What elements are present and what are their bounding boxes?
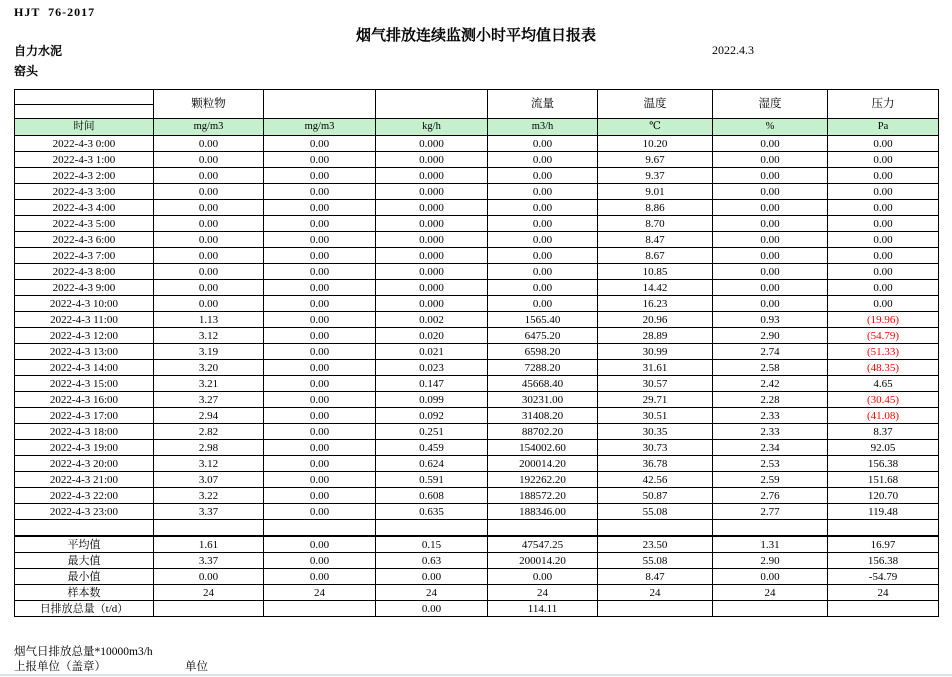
- value-cell: 0.000: [376, 232, 488, 248]
- value-cell: 0.00: [828, 248, 939, 264]
- value-cell: (19.96): [828, 312, 939, 328]
- value-cell: 0.000: [376, 184, 488, 200]
- value-cell: 2.59: [713, 472, 828, 488]
- time-cell: 2022-4-3 15:00: [15, 376, 154, 392]
- value-cell: 3.37: [154, 504, 264, 520]
- time-cell: 2022-4-3 17:00: [15, 408, 154, 424]
- value-cell: 0.00: [264, 152, 376, 168]
- station-name: 窑头: [14, 64, 39, 78]
- value-cell: 1565.40: [488, 312, 598, 328]
- value-cell: 24: [488, 585, 598, 601]
- value-cell: 0.023: [376, 360, 488, 376]
- value-cell: 0.459: [376, 440, 488, 456]
- value-cell: 114.11: [488, 601, 598, 617]
- value-cell: 0.00: [154, 152, 264, 168]
- value-cell: 0.15: [376, 536, 488, 553]
- value-cell: 8.47: [598, 569, 713, 585]
- table-row: [15, 248, 939, 264]
- summary-label-cell: 样本数: [15, 585, 154, 601]
- spacer-row: [15, 520, 939, 537]
- value-cell: 3.22: [154, 488, 264, 504]
- value-cell: 192262.20: [488, 472, 598, 488]
- unit-header-row: [15, 119, 939, 136]
- value-cell: 31408.20: [488, 408, 598, 424]
- value-cell: 流量: [488, 90, 598, 119]
- value-cell: [154, 520, 264, 537]
- value-cell: 0.00: [488, 248, 598, 264]
- table-row: [15, 216, 939, 232]
- table-row: [15, 344, 939, 360]
- time-cell: 2022-4-3 8:00: [15, 264, 154, 280]
- value-cell: 2.53: [713, 456, 828, 472]
- value-cell: 8.47: [598, 232, 713, 248]
- value-cell: 0.00: [488, 264, 598, 280]
- table-row: [15, 328, 939, 344]
- value-cell: (54.79): [828, 328, 939, 344]
- value-cell: 0.00: [264, 296, 376, 312]
- value-cell: (51.33): [828, 344, 939, 360]
- value-cell: 24: [154, 585, 264, 601]
- value-cell: 154002.60: [488, 440, 598, 456]
- value-cell: 0.00: [264, 344, 376, 360]
- value-cell: 0.251: [376, 424, 488, 440]
- time-cell: 2022-4-3 1:00: [15, 152, 154, 168]
- value-cell: 0.000: [376, 296, 488, 312]
- summary-label-cell: 最大值: [15, 553, 154, 569]
- value-cell: 0.00: [264, 200, 376, 216]
- value-cell: 0.00: [488, 168, 598, 184]
- value-cell: 50.87: [598, 488, 713, 504]
- value-cell: 颗粒物: [154, 90, 264, 119]
- value-cell: 0.000: [376, 216, 488, 232]
- value-cell: 0.099: [376, 392, 488, 408]
- value-cell: 0.00: [154, 296, 264, 312]
- value-cell: 0.000: [376, 280, 488, 296]
- value-cell: 2.82: [154, 424, 264, 440]
- value-cell: 0.00: [828, 136, 939, 152]
- value-cell: [713, 520, 828, 537]
- value-cell: 92.05: [828, 440, 939, 456]
- value-cell: 119.48: [828, 504, 939, 520]
- value-cell: kg/h: [376, 119, 488, 136]
- table-row: [15, 408, 939, 424]
- report-table: [14, 89, 939, 617]
- value-cell: (41.08): [828, 408, 939, 424]
- value-cell: 42.56: [598, 472, 713, 488]
- table-row: [15, 280, 939, 296]
- value-cell: 29.71: [598, 392, 713, 408]
- value-cell: %: [713, 119, 828, 136]
- value-cell: 0.00: [376, 569, 488, 585]
- table-row: [15, 312, 939, 328]
- value-cell: 0.00: [264, 569, 376, 585]
- value-cell: 24: [713, 585, 828, 601]
- table-row: [15, 168, 939, 184]
- value-cell: 10.85: [598, 264, 713, 280]
- value-cell: 0.000: [376, 136, 488, 152]
- summary-row: [15, 569, 939, 585]
- summary-label-cell: 最小值: [15, 569, 154, 585]
- value-cell: 0.00: [264, 216, 376, 232]
- value-cell: 0.00: [488, 280, 598, 296]
- table-row: [15, 440, 939, 456]
- value-cell: [264, 601, 376, 617]
- table-row: [15, 296, 939, 312]
- spacer-cell: [15, 520, 154, 537]
- table-row: [15, 184, 939, 200]
- time-cell: 2022-4-3 13:00: [15, 344, 154, 360]
- value-cell: 1.31: [713, 536, 828, 553]
- value-cell: 24: [828, 585, 939, 601]
- daily-total-note: 烟气日排放总量*10000m3/h: [14, 646, 153, 658]
- value-cell: 0.000: [376, 152, 488, 168]
- value-cell: 0.63: [376, 553, 488, 569]
- value-cell: 3.27: [154, 392, 264, 408]
- value-cell: [598, 601, 713, 617]
- value-cell: 3.07: [154, 472, 264, 488]
- value-cell: 30.99: [598, 344, 713, 360]
- value-cell: 10.20: [598, 136, 713, 152]
- time-column-head: [15, 90, 154, 119]
- value-cell: 0.147: [376, 376, 488, 392]
- report-date: 2022.4.3: [712, 43, 754, 57]
- value-cell: 0.608: [376, 488, 488, 504]
- value-cell: 0.00: [828, 216, 939, 232]
- time-cell: 2022-4-3 19:00: [15, 440, 154, 456]
- value-cell: 3.37: [154, 553, 264, 569]
- value-cell: 0.00: [154, 280, 264, 296]
- value-cell: 2.74: [713, 344, 828, 360]
- value-cell: 0.00: [264, 264, 376, 280]
- value-cell: 55.08: [598, 553, 713, 569]
- time-cell: 2022-4-3 10:00: [15, 296, 154, 312]
- table-row: [15, 264, 939, 280]
- value-cell: 20.96: [598, 312, 713, 328]
- table-row: [15, 232, 939, 248]
- table-row: [15, 488, 939, 504]
- value-cell: 0.00: [488, 184, 598, 200]
- value-cell: 0.00: [828, 296, 939, 312]
- value-cell: 0.00: [713, 136, 828, 152]
- table-row: [15, 424, 939, 440]
- value-cell: 3.12: [154, 328, 264, 344]
- value-cell: [376, 90, 488, 119]
- value-cell: 0.00: [488, 569, 598, 585]
- value-cell: 2.42: [713, 376, 828, 392]
- value-cell: mg/m3: [264, 119, 376, 136]
- value-cell: 3.12: [154, 456, 264, 472]
- value-cell: 温度: [598, 90, 713, 119]
- value-cell: 0.00: [154, 168, 264, 184]
- value-cell: 0.00: [154, 264, 264, 280]
- value-cell: 8.67: [598, 248, 713, 264]
- table-row: [15, 360, 939, 376]
- value-cell: 2.77: [713, 504, 828, 520]
- value-cell: 0.00: [154, 136, 264, 152]
- value-cell: 6475.20: [488, 328, 598, 344]
- value-cell: 0.591: [376, 472, 488, 488]
- time-cell: 2022-4-3 20:00: [15, 456, 154, 472]
- value-cell: 9.67: [598, 152, 713, 168]
- value-cell: 0.00: [264, 504, 376, 520]
- time-cell: 2022-4-3 6:00: [15, 232, 154, 248]
- value-cell: 湿度: [713, 90, 828, 119]
- value-cell: 88702.20: [488, 424, 598, 440]
- value-cell: 0.00: [264, 408, 376, 424]
- time-cell: 2022-4-3 11:00: [15, 312, 154, 328]
- column-group-header-row: [15, 90, 939, 119]
- time-cell: 2022-4-3 14:00: [15, 360, 154, 376]
- value-cell: 28.89: [598, 328, 713, 344]
- value-cell: 0.00: [713, 168, 828, 184]
- value-cell: 0.00: [713, 264, 828, 280]
- value-cell: [828, 520, 939, 537]
- value-cell: 0.00: [264, 248, 376, 264]
- value-cell: 0.00: [154, 248, 264, 264]
- summary-row: [15, 601, 939, 617]
- value-cell: m3/h: [488, 119, 598, 136]
- value-cell: [376, 520, 488, 537]
- value-cell: 0.00: [264, 168, 376, 184]
- value-cell: -54.79: [828, 569, 939, 585]
- value-cell: 0.00: [828, 200, 939, 216]
- value-cell: 0.021: [376, 344, 488, 360]
- table-row: [15, 376, 939, 392]
- value-cell: 0.00: [264, 456, 376, 472]
- table-row: [15, 456, 939, 472]
- value-cell: 0.00: [264, 472, 376, 488]
- value-cell: 0.00: [154, 200, 264, 216]
- value-cell: 0.00: [828, 280, 939, 296]
- value-cell: 0.002: [376, 312, 488, 328]
- value-cell: [264, 90, 376, 119]
- value-cell: 0.00: [828, 184, 939, 200]
- value-cell: 151.68: [828, 472, 939, 488]
- split-cell-divider: [15, 90, 153, 105]
- value-cell: 156.38: [828, 553, 939, 569]
- value-cell: [598, 520, 713, 537]
- value-cell: 0.00: [713, 296, 828, 312]
- value-cell: 0.00: [828, 168, 939, 184]
- value-cell: 16.23: [598, 296, 713, 312]
- value-cell: 1.13: [154, 312, 264, 328]
- value-cell: 188346.00: [488, 504, 598, 520]
- value-cell: 36.78: [598, 456, 713, 472]
- value-cell: 0.00: [264, 232, 376, 248]
- value-cell: 2.28: [713, 392, 828, 408]
- company-name: 自力水泥: [14, 44, 63, 58]
- value-cell: 2.76: [713, 488, 828, 504]
- value-cell: 0.00: [264, 424, 376, 440]
- value-cell: 24: [598, 585, 713, 601]
- value-cell: (48.35): [828, 360, 939, 376]
- value-cell: 8.70: [598, 216, 713, 232]
- value-cell: 0.00: [488, 152, 598, 168]
- time-cell: 2022-4-3 5:00: [15, 216, 154, 232]
- value-cell: 0.00: [828, 152, 939, 168]
- value-cell: 2.94: [154, 408, 264, 424]
- value-cell: 31.61: [598, 360, 713, 376]
- value-cell: 0.00: [488, 136, 598, 152]
- unit-label: 单位: [185, 661, 208, 673]
- value-cell: [488, 520, 598, 537]
- value-cell: ℃: [598, 119, 713, 136]
- table-row: [15, 152, 939, 168]
- value-cell: 0.00: [264, 553, 376, 569]
- value-cell: 23.50: [598, 536, 713, 553]
- summary-label-cell: 日排放总量（t/d）: [15, 601, 154, 617]
- value-cell: 30.35: [598, 424, 713, 440]
- value-cell: 4.65: [828, 376, 939, 392]
- table-row: [15, 504, 939, 520]
- value-cell: 0.00: [713, 184, 828, 200]
- time-cell: 2022-4-3 2:00: [15, 168, 154, 184]
- time-cell: 2022-4-3 22:00: [15, 488, 154, 504]
- value-cell: 2.90: [713, 328, 828, 344]
- value-cell: 0.00: [264, 184, 376, 200]
- value-cell: 0.000: [376, 264, 488, 280]
- value-cell: 1.61: [154, 536, 264, 553]
- time-cell: 2022-4-3 4:00: [15, 200, 154, 216]
- value-cell: 0.00: [713, 152, 828, 168]
- summary-row: [15, 553, 939, 569]
- value-cell: 3.21: [154, 376, 264, 392]
- value-cell: 3.19: [154, 344, 264, 360]
- value-cell: 0.00: [264, 312, 376, 328]
- value-cell: 0.00: [713, 232, 828, 248]
- time-cell: 2022-4-3 12:00: [15, 328, 154, 344]
- value-cell: [154, 601, 264, 617]
- value-cell: 0.00: [264, 360, 376, 376]
- value-cell: 0.624: [376, 456, 488, 472]
- time-cell: 2022-4-3 16:00: [15, 392, 154, 408]
- value-cell: 0.00: [154, 232, 264, 248]
- value-cell: 8.37: [828, 424, 939, 440]
- value-cell: 9.01: [598, 184, 713, 200]
- value-cell: mg/m3: [154, 119, 264, 136]
- value-cell: 0.00: [376, 601, 488, 617]
- value-cell: 0.00: [713, 569, 828, 585]
- value-cell: 0.00: [154, 569, 264, 585]
- time-cell: 2022-4-3 9:00: [15, 280, 154, 296]
- value-cell: 0.00: [264, 392, 376, 408]
- value-cell: 24: [376, 585, 488, 601]
- value-cell: 14.42: [598, 280, 713, 296]
- value-cell: 0.00: [264, 536, 376, 553]
- value-cell: 0.00: [264, 328, 376, 344]
- value-cell: 24: [264, 585, 376, 601]
- value-cell: 2.58: [713, 360, 828, 376]
- value-cell: 0.93: [713, 312, 828, 328]
- value-cell: 0.00: [264, 488, 376, 504]
- value-cell: 2.33: [713, 408, 828, 424]
- time-cell: 2022-4-3 0:00: [15, 136, 154, 152]
- value-cell: 0.00: [264, 136, 376, 152]
- value-cell: 0.00: [154, 184, 264, 200]
- value-cell: 0.00: [713, 280, 828, 296]
- summary-row: [15, 536, 939, 553]
- value-cell: 188572.20: [488, 488, 598, 504]
- value-cell: 47547.25: [488, 536, 598, 553]
- value-cell: 0.00: [713, 216, 828, 232]
- summary-label-cell: 平均值: [15, 536, 154, 553]
- table-row: [15, 136, 939, 152]
- value-cell: 0.00: [488, 232, 598, 248]
- time-cell: 2022-4-3 18:00: [15, 424, 154, 440]
- value-cell: 0.00: [828, 232, 939, 248]
- value-cell: 0.00: [713, 248, 828, 264]
- value-cell: 55.08: [598, 504, 713, 520]
- value-cell: 9.37: [598, 168, 713, 184]
- value-cell: 压力: [828, 90, 939, 119]
- value-cell: 0.092: [376, 408, 488, 424]
- page-title: 烟气排放连续监测小时平均值日报表: [355, 28, 596, 44]
- value-cell: 0.00: [488, 296, 598, 312]
- value-cell: 0.020: [376, 328, 488, 344]
- value-cell: 6598.20: [488, 344, 598, 360]
- bottom-divider: [0, 674, 952, 676]
- value-cell: [264, 520, 376, 537]
- value-cell: 0.00: [154, 216, 264, 232]
- value-cell: 200014.20: [488, 553, 598, 569]
- value-cell: 45668.40: [488, 376, 598, 392]
- value-cell: 2.33: [713, 424, 828, 440]
- report-unit-label: 上报单位（盖章）: [14, 661, 106, 673]
- time-cell: 2022-4-3 3:00: [15, 184, 154, 200]
- time-cell: 2022-4-3 23:00: [15, 504, 154, 520]
- summary-row: [15, 585, 939, 601]
- value-cell: 0.00: [713, 200, 828, 216]
- value-cell: 2.98: [154, 440, 264, 456]
- value-cell: 200014.20: [488, 456, 598, 472]
- value-cell: 7288.20: [488, 360, 598, 376]
- standard-code: HJT 76-2017: [14, 5, 96, 19]
- table-row: [15, 392, 939, 408]
- value-cell: 156.38: [828, 456, 939, 472]
- value-cell: 0.000: [376, 200, 488, 216]
- table-row: [15, 200, 939, 216]
- value-cell: 0.635: [376, 504, 488, 520]
- value-cell: 0.00: [264, 440, 376, 456]
- value-cell: (30.45): [828, 392, 939, 408]
- time-cell: 2022-4-3 7:00: [15, 248, 154, 264]
- value-cell: 3.20: [154, 360, 264, 376]
- value-cell: 30.51: [598, 408, 713, 424]
- value-cell: 30.73: [598, 440, 713, 456]
- value-cell: 0.00: [488, 216, 598, 232]
- value-cell: 2.34: [713, 440, 828, 456]
- time-header-cell: 时间: [15, 119, 154, 136]
- value-cell: 0.000: [376, 168, 488, 184]
- value-cell: 0.00: [264, 280, 376, 296]
- value-cell: [713, 601, 828, 617]
- value-cell: 16.97: [828, 536, 939, 553]
- value-cell: 8.86: [598, 200, 713, 216]
- value-cell: 0.00: [828, 264, 939, 280]
- value-cell: 30231.00: [488, 392, 598, 408]
- time-cell: 2022-4-3 21:00: [15, 472, 154, 488]
- value-cell: 30.57: [598, 376, 713, 392]
- value-cell: [828, 601, 939, 617]
- value-cell: 0.00: [488, 200, 598, 216]
- value-cell: 0.000: [376, 248, 488, 264]
- value-cell: 0.00: [264, 376, 376, 392]
- table-row: [15, 472, 939, 488]
- value-cell: Pa: [828, 119, 939, 136]
- value-cell: 120.70: [828, 488, 939, 504]
- value-cell: 2.90: [713, 553, 828, 569]
